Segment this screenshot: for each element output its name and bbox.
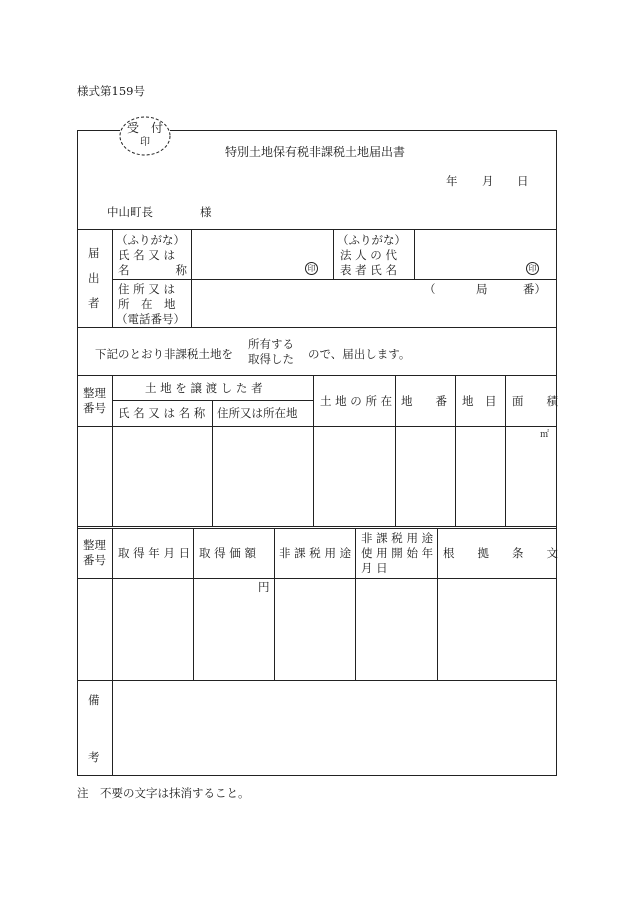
table2-col-3: [274, 528, 275, 680]
table2-col-4: [355, 528, 356, 680]
statement-option-own: 所有する: [248, 337, 294, 351]
addr-label-2: 所 在 地: [118, 297, 176, 311]
stamp-bottom-text: 印: [140, 137, 150, 148]
table1-top: [77, 375, 557, 376]
filer-value-divider: [191, 229, 192, 327]
t2-use-start-1: 非 課 税 用 途: [361, 531, 434, 545]
date-day: 日: [517, 174, 529, 188]
t2-seq-2: 番号: [83, 553, 106, 567]
filer-seal-icon: 印: [305, 262, 318, 275]
corp-divider-1: [333, 229, 334, 279]
table2-col-2: [193, 528, 194, 680]
addressee-honorific: 様: [200, 205, 212, 219]
corp-divider-2: [414, 229, 415, 279]
remarks-label-top: 備: [88, 693, 100, 707]
filer-bottom-line: [77, 327, 557, 328]
filer-label-2: 出: [88, 271, 100, 285]
t1-transferor: 土 地 を 譲 渡 し た 者: [145, 381, 263, 395]
name-label-1: 氏 名 又 は: [118, 248, 175, 262]
t2-acq-date: 取 得 年 月 日: [118, 546, 191, 560]
t1-transferor-addr: 住所又は所在地: [217, 406, 298, 420]
t2-price-unit: 円: [258, 580, 270, 594]
t2-seq-1: 整理: [83, 538, 106, 552]
addr-label-1: 住 所 又 は: [118, 282, 175, 296]
table1-bottom-double: [77, 528, 557, 529]
table1-header-bottom: [77, 426, 557, 427]
table1-col-3: [313, 375, 314, 526]
t2-legal-basis: 根 拠 条 文: [443, 546, 558, 560]
table2-bottom: [77, 680, 557, 681]
table1-col-4: [395, 375, 396, 526]
filer-mid-line: [112, 279, 557, 280]
frame-top-left: [77, 130, 120, 131]
table2-col-5: [437, 528, 438, 680]
t1-area: 面 積: [512, 394, 558, 408]
corp-furigana-label: （ふりがな）: [337, 233, 406, 247]
t2-exempt-use: 非 課 税 用 途: [279, 546, 352, 560]
table1-col-2: [212, 400, 213, 526]
table2-col-1: [112, 528, 113, 680]
date-month: 月: [482, 174, 494, 188]
table1-col-5: [455, 375, 456, 526]
date-year: 年: [446, 174, 458, 188]
corp-label-1: 法 人 の 代: [340, 248, 397, 262]
t2-acq-price: 取 得 価 額: [199, 546, 256, 560]
t1-seq-1: 整理: [83, 386, 106, 400]
frame-top-right: [170, 130, 557, 131]
t2-use-start-2: 使 用 開 始 年: [361, 546, 434, 560]
t1-location: 土 地 の 所 在: [320, 394, 393, 408]
t2-use-start-3: 月 日: [361, 561, 388, 575]
table1-col-1: [112, 375, 113, 526]
frame-bottom: [77, 775, 557, 776]
table1-bottom: [77, 526, 557, 527]
statement-after: ので、届出します。: [308, 347, 411, 361]
corp-label-2: 表 者 氏 名: [340, 263, 397, 277]
t1-category: 地 目: [462, 394, 497, 408]
corp-seal-icon: 印: [526, 262, 539, 275]
phone-bureau: 局: [476, 282, 488, 296]
footnote: 注 不要の文字は抹消すること。: [77, 786, 250, 800]
t1-seq-2: 番号: [83, 401, 106, 415]
table2-header-bottom: [77, 578, 557, 579]
phone-number: 番）: [523, 282, 546, 296]
statement-before: 下記のとおり非課税土地を: [95, 347, 233, 361]
filer-top-line: [77, 229, 557, 230]
addressee-name: 中山町長: [107, 205, 153, 219]
remarks-divider: [112, 680, 113, 776]
furigana-label: （ふりがな）: [116, 233, 185, 247]
filer-label-divider: [112, 229, 113, 327]
stamp-top-text: 受 付: [126, 121, 163, 135]
t1-lot: 地 番: [401, 394, 447, 408]
phone-open: （: [424, 282, 436, 296]
t1-transferor-name: 氏 名 又 は 名 称: [118, 406, 206, 420]
filer-label-3: 者: [88, 296, 100, 310]
remarks-label-bottom: 考: [88, 750, 100, 764]
form-title: 特別土地保有税非課税土地届出書: [225, 145, 406, 159]
statement-option-acquire: 取得した: [248, 352, 294, 366]
t1-area-unit: ㎡: [540, 430, 550, 440]
addr-label-3: （電話番号）: [116, 312, 185, 326]
name-label-2: 名 称: [118, 263, 187, 277]
form-number: 様式第159号: [77, 84, 145, 98]
filer-label-1: 届: [88, 246, 100, 260]
table1-col-6: [505, 375, 506, 526]
